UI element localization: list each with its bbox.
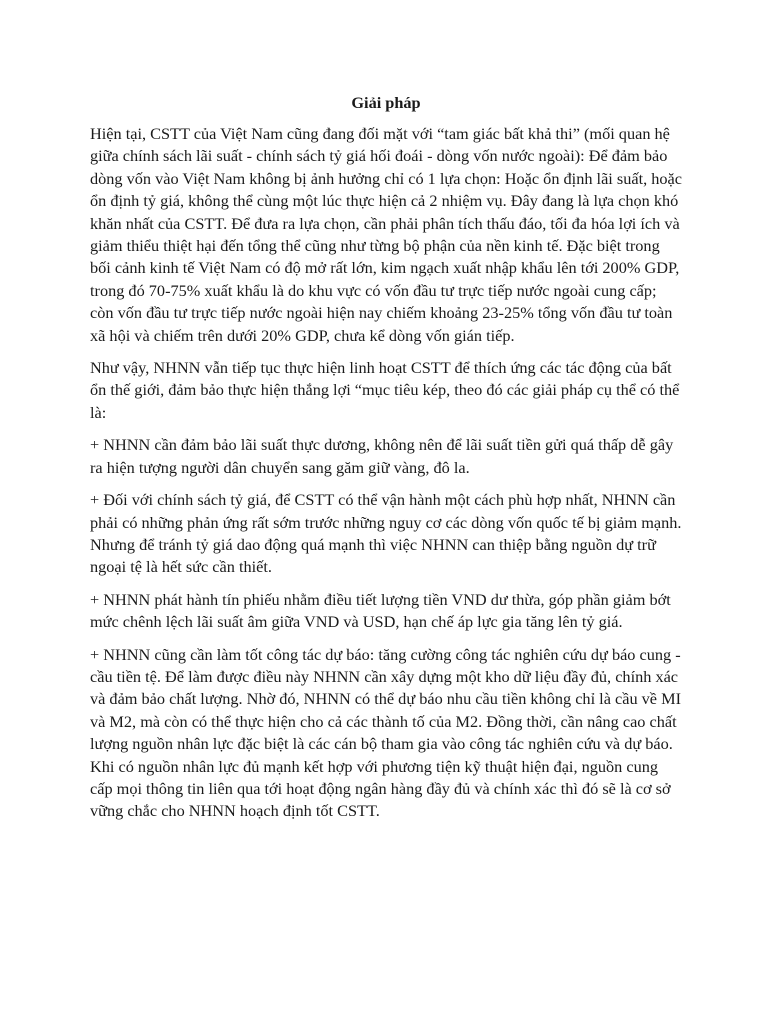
paragraph-exchange-rate: + Đối với chính sách tỷ giá, để CSTT có thể vận hành một cách phù hợp nhất, NHNN cần phải có những phản ứng rất sớm trước những nguy cơ các dòng vốn quốc tế bị giảm mạnh. Nhưng để tránh tỷ giá dao động quá mạnh thì việc NHNN can thiệp bằng nguồn dự trữ ngoại tệ là hết sức cần thiết.	[90, 490, 682, 577]
document-title: Giải pháp	[351, 93, 421, 112]
paragraph-treasury-bills: + NHNN phát hành tín phiếu nhằm điều tiết lượng tiền VND dư thừa, góp phần giảm bớt mức chênh lệch lãi suất âm giữa VND và USD, hạn chế áp lực gia tăng lên tỷ giá.	[90, 589, 671, 632]
paragraph-positive-interest: + NHNN cần đảm bảo lãi suất thực dương, không nên để lãi suất tiền gửi quá thấp dễ gây ra hiện tượng người dân chuyển sang găm giữ vàng, đô la.	[90, 435, 674, 477]
paragraph-trilemma: Hiện tại, CSTT của Việt Nam cũng đang đối mặt với “tam giác bất khả thi” (mối quan hệ giữa chính sách lãi suất - chính sách tỷ giá hối đoái - dòng vốn nước ngoài): Để đảm bảo dòng vốn vào Việt Nam không bị ảnh hưởng chỉ có 1 lựa chọn: Hoặc ổn định lãi suất, hoặc ổn định tỷ giá, không thể cùng một lúc thực hiện cả 2 nhiệm vụ. Đây đang là lựa chọn khó khăn nhất của CSTT. Để đưa ra lựa chọn, cần phải phân tích thấu đáo, tối đa hóa lợi ích và giảm thiểu thiệt hại đến tổng thể cũng như từng bộ phận của nền kinh tế. Đặc biệt trong bối cảnh kinh tế Việt Nam có độ mở rất lớn, kim ngạch xuất nhập khẩu lên tới 200% GDP, trong đó 70-75% xuất khẩu là do khu vực có vốn đầu tư trực tiếp nước ngoài cung cấp; còn vốn đầu tư trực tiếp nước ngoài hiện nay chiếm khoảng 23-25% tổng vốn đầu tư toàn xã hội và chiếm trên dưới 20% GDP, chưa kể dòng vốn gián tiếp.	[90, 124, 682, 345]
paragraph-intro-solutions: Như vậy, NHNN vẫn tiếp tục thực hiện linh hoạt CSTT để thích ứng các tác động của bất ổn thế giới, đảm bảo thực hiện thắng lợi “mục tiêu kép, theo đó các giải pháp cụ thể có thể là:	[90, 358, 680, 422]
document-page	[90, 92, 682, 833]
paragraph-forecasting: + NHNN cũng cần làm tốt công tác dự báo: tăng cường công tác nghiên cứu dự báo cung - cầu tiền tệ. Để làm được điều này NHNN cần xây dựng một kho dữ liệu đầy đủ, chính xác và đảm bảo chất lượng. Nhờ đó, NHNN có thể dự báo nhu cầu tiền không chỉ là cầu về MI và M2, mà còn có thể thực hiện cho cả các thành tố của M2. Đồng thời, cần nâng cao chất lượng nguồn nhân lực đặc biệt là các cán bộ tham gia vào công tác nghiên cứu và dự báo. Khi có nguồn nhân lực đủ mạnh kết hợp với phương tiện kỹ thuật hiện đại, nguồn cung cấp mọi thông tin liên qua tới hoạt động ngân hàng đầy đủ và chính xác thì đó sẽ là cơ sở vững chắc cho NHNN hoạch định tốt CSTT.	[90, 644, 681, 821]
